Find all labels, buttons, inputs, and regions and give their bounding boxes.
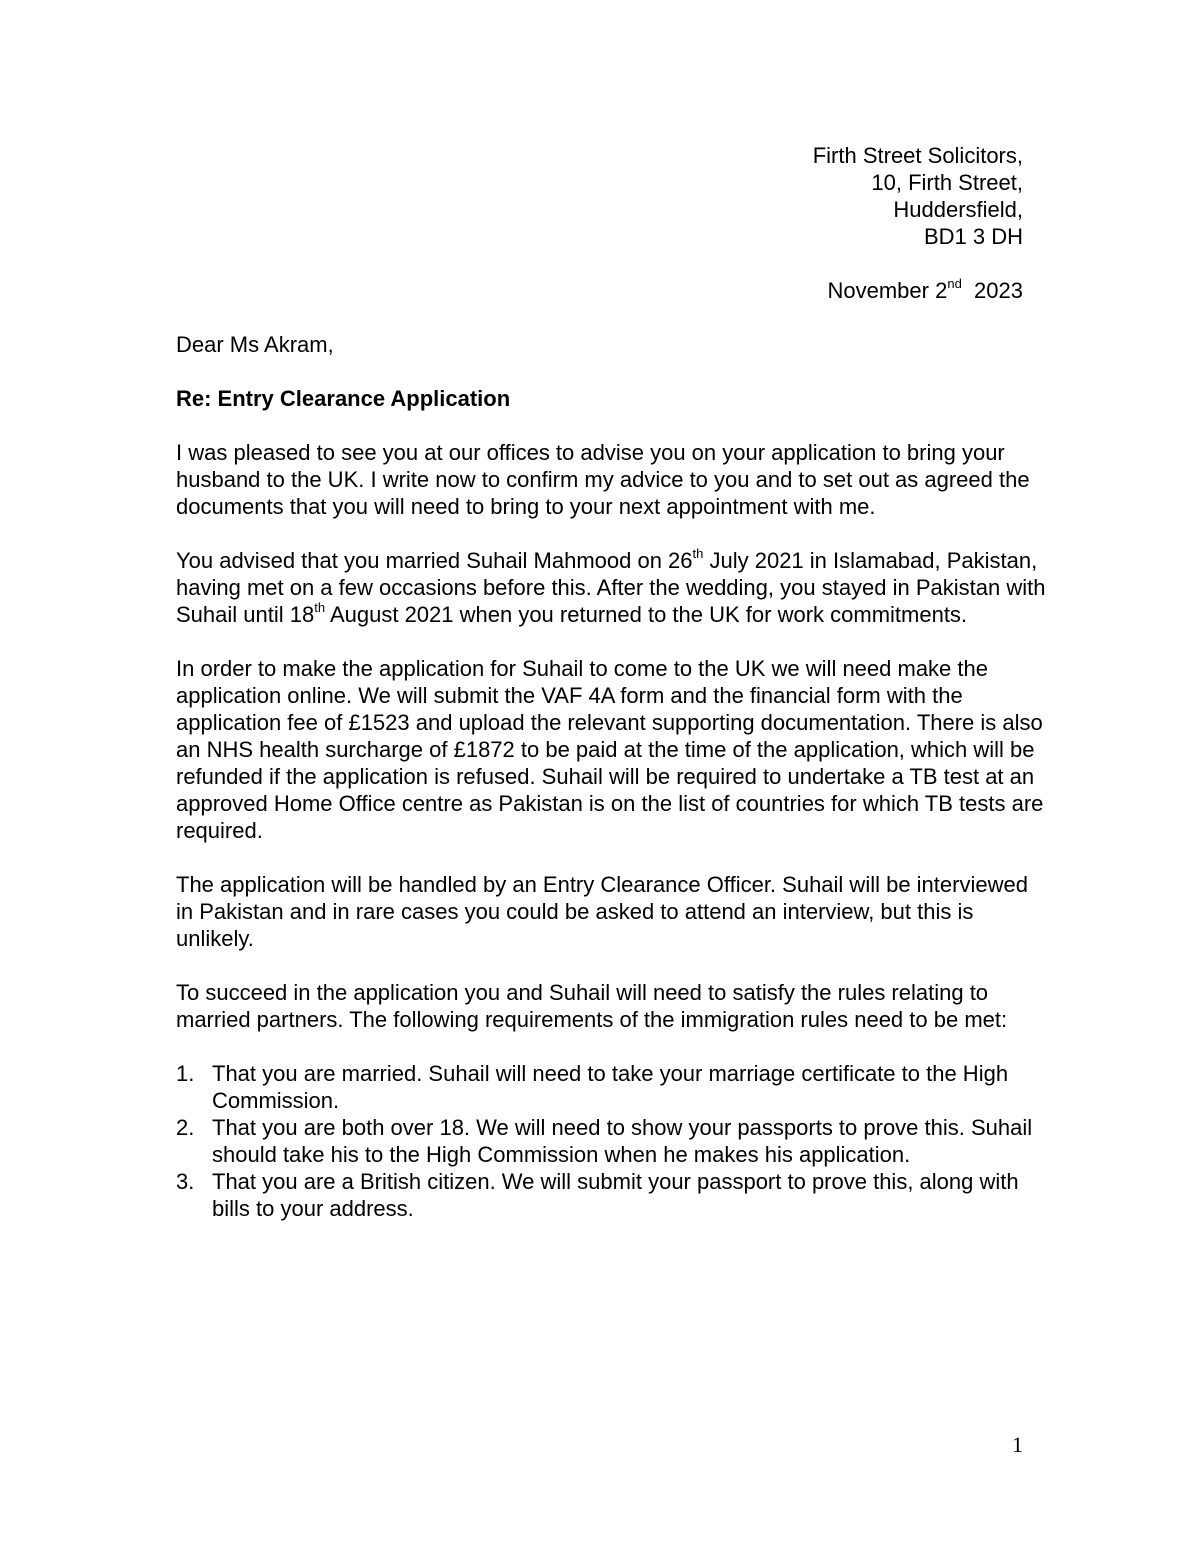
- list-item: [176, 1114, 1046, 1168]
- paragraph-requirements-intro: To succeed in the application you and Suhail will need to satisfy the rules relating to married partners. The following requirements of the immigration rules need to be met:: [176, 980, 1008, 1032]
- list-item-text: That you are married. Suhail will need to take your marriage certificate to the High Commission.: [212, 1061, 1009, 1113]
- address-line-1: Firth Street Solicitors,: [812, 143, 1023, 168]
- address-line-2: 10, Firth Street,: [871, 170, 1023, 195]
- address-line-4: BD1 3 DH: [923, 224, 1023, 249]
- paragraph-application-process: In order to make the application for Suhail to come to the UK we will need make the application online. We will submit the VAF 4A form and the financial form with the application fee of £1523 and upload the relevant supporting documentation. There is also an NHS health surcharge of £1872 to be paid at the time of the application, which will be refunded if the application is refused. Suhail will be required to undertake a TB test at an approved Home Office centre as Pakistan is on the list of countries for which TB tests are required.: [176, 656, 1044, 843]
- p2-sup-1: th: [692, 545, 704, 561]
- address-line-3: Huddersfield,: [893, 197, 1023, 222]
- sender-address: [813, 142, 1023, 250]
- p2-sup-2: th: [314, 599, 326, 615]
- list-item-number: 1.: [176, 1061, 195, 1086]
- list-item: [176, 1060, 1046, 1114]
- letter-date: [828, 277, 1024, 304]
- letter-body: [176, 331, 1046, 1222]
- page-number: 1: [1012, 1432, 1023, 1457]
- p2-text-b: July 2021 in Islamabad, Pakistan, having met on a few occasions before this. After the wedding, you stayed in Pakistan with Suhail until 18: [176, 548, 1046, 627]
- paragraph-marriage-details: [176, 547, 1046, 628]
- date-year: 2023: [974, 278, 1023, 303]
- paragraph-intro: I was pleased to see you at our offices to advise you on your application to bring your husband to the UK. I write now to confirm my advice to you and to set out as agreed the documents that you will need to bring to your next appointment with me.: [176, 440, 1030, 519]
- p2-text-c: August 2021 when you returned to the UK for work commitments.: [325, 602, 968, 627]
- date-suffix: nd: [947, 275, 962, 291]
- subject-heading: Re: Entry Clearance Application: [176, 386, 511, 411]
- requirements-list: [176, 1060, 1046, 1222]
- paragraph-entry-clearance: The application will be handled by an Entry Clearance Officer. Suhail will be interviewed in Pakistan and in rare cases you could be asked to attend an interview, but this is unlikely.: [176, 872, 1028, 951]
- list-item-number: 3.: [176, 1169, 195, 1194]
- salutation: Dear Ms Akram,: [176, 332, 334, 357]
- p2-text-a: You advised that you married Suhail Mahmood on 26: [176, 548, 693, 573]
- list-item-text: That you are both over 18. We will need to show your passports to prove this. Suhail should take his to the High Commission when he makes his application.: [212, 1115, 1033, 1167]
- list-item-number: 2.: [176, 1115, 195, 1140]
- date-month-day: November 2: [827, 278, 948, 303]
- list-item-text: That you are a British citizen. We will submit your passport to prove this, along with bills to your address.: [212, 1169, 1019, 1221]
- list-item: [176, 1168, 1046, 1222]
